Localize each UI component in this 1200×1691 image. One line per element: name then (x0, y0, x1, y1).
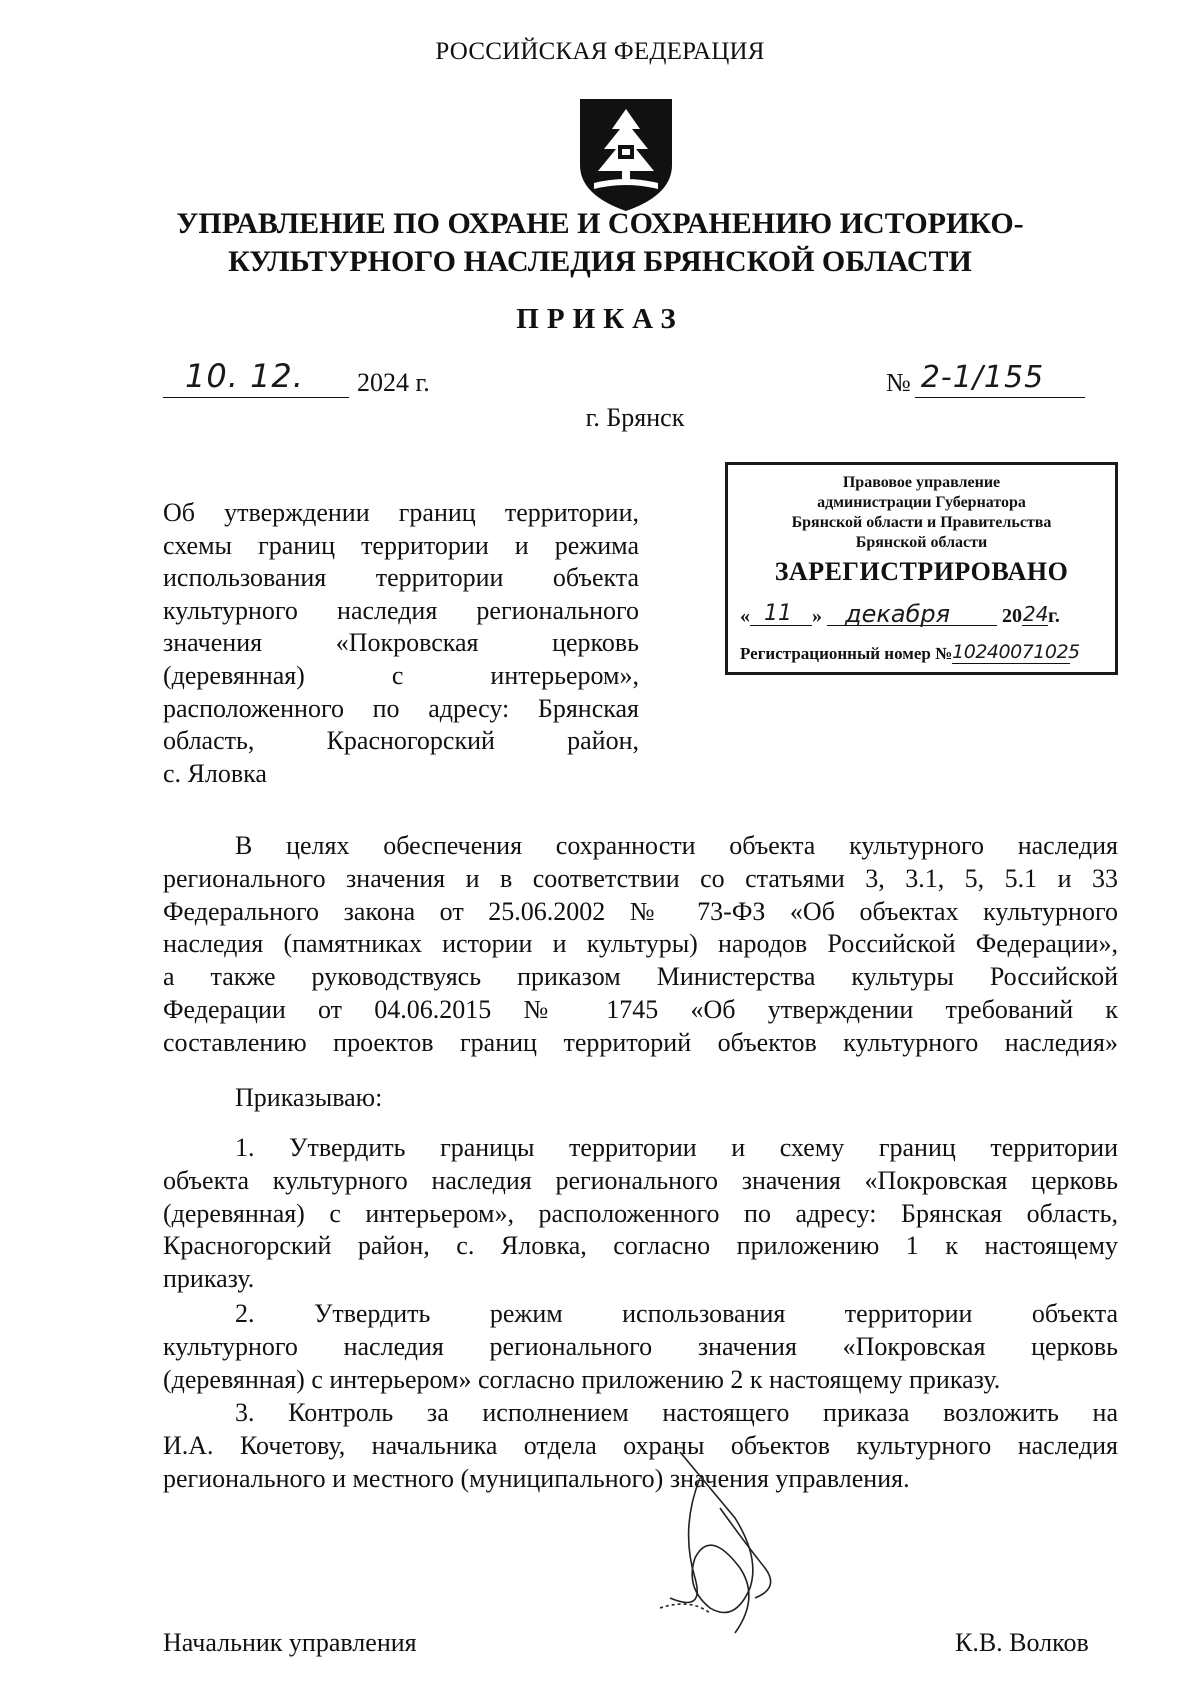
stamp-year-suffix: 24 (1023, 602, 1049, 626)
subject-line: с. Яловка (163, 758, 267, 788)
subject-line: расположенного по адресу: Брянская (163, 693, 639, 723)
country-title: РОССИЙСКАЯ ФЕДЕРАЦИЯ (435, 38, 765, 65)
preamble-line: Федерации от 04.06.2015 № 1745 «Об утверждении требований к (163, 994, 1118, 1024)
item-line: культурного наследия регионального значения «Покровская церковь (163, 1331, 1118, 1361)
item-line: 1. Утвердить границы территории и схему границ территории (235, 1133, 1118, 1162)
handwritten-number: 2-1/155 (920, 360, 1045, 395)
subject-line: область, Красногорский район, (163, 726, 639, 756)
stamp-title: ЗАРЕГИСТРИРОВАНО (774, 557, 1069, 586)
order-year: 2024 г. (357, 368, 430, 397)
stamp-year-prefix: 20 (1002, 605, 1022, 627)
preamble-line: В целях обеспечения сохранности объекта культурного наследия (235, 831, 1118, 860)
number-field (915, 360, 1085, 398)
document-type: ПРИКАЗ (516, 303, 684, 335)
subject-line: значения «Покровская церковь (163, 628, 639, 658)
org-line-1: УПРАВЛЕНИЕ ПО ОХРАНЕ И СОХРАНЕНИЮ ИСТОРИКО- (176, 207, 1024, 240)
stamp-year-end: г. (1048, 605, 1060, 627)
subject-line: (деревянная) с интерьером», (163, 660, 639, 690)
stamp-line-1: Правовое управление (842, 474, 1001, 491)
preamble-line: регионального значения и в соответствии со статьями 3, 3.1, 5, 5.1 и 33 (163, 863, 1118, 893)
order-item-2 (163, 1298, 1118, 1396)
subject-line: Об утверждении границ территории, (163, 498, 639, 527)
item-line: (деревянная) с интерьером», расположенного по адресу: Брянская область, (163, 1198, 1118, 1228)
order-word (163, 1082, 1118, 1115)
order-word-text: Приказываю: (235, 1083, 383, 1112)
stamp-line-3: Брянской области и Правительства (791, 514, 1052, 531)
item-line: приказу. (163, 1264, 255, 1294)
stamp-line-2: администрации Губернатора (817, 494, 1026, 511)
item-line: регионального и местного (муниципального) значения управления. (163, 1463, 910, 1493)
signature-icon (640, 1448, 790, 1638)
reg-number: 10240071025 (952, 641, 1080, 663)
org-line-2: КУЛЬТУРНОГО НАСЛЕДИЯ БРЯНСКОЙ ОБЛАСТИ (228, 245, 972, 278)
preamble-line: наследия (памятниках истории и культуры) народов Российской Федерации», (163, 929, 1118, 959)
number-prefix: № (886, 368, 911, 397)
city: г. Брянск (585, 403, 685, 432)
registration-stamp (725, 462, 1118, 675)
coat-of-arms-icon (576, 95, 676, 215)
order-item-1 (163, 1132, 1118, 1296)
stamp-month: декабря (845, 600, 951, 628)
item-line: (деревянная) с интерьером» согласно приложению 2 к настоящему приказу. (163, 1364, 1001, 1394)
date-field (163, 357, 349, 398)
item-line: Красногорский район, с. Яловка, согласно приложению 1 к настоящему (163, 1231, 1118, 1261)
item-line: объекта культурного наследия регионального значения «Покровская церковь (163, 1165, 1118, 1195)
preamble-line: Федерального закона от 25.06.2002 № 73-ФЗ «Об объектах культурного (163, 896, 1118, 926)
order-number (886, 360, 1085, 398)
item-line: И.А. Кочетову, начальника отдела охраны объектов культурного наследия (163, 1430, 1118, 1460)
organization-name (0, 205, 1200, 281)
order-date (163, 357, 430, 398)
handwritten-date: 10. 12. (185, 357, 304, 395)
stamp-line-4: Брянской области (855, 534, 988, 551)
stamp-day: 11 (764, 601, 792, 626)
stamp-registration (740, 641, 1080, 664)
subject-line: использования территории объекта (163, 563, 639, 593)
subject-line: культурного наследия регионального (163, 595, 639, 625)
subject-line: схемы границ территории и режима (163, 530, 639, 560)
preamble-line: а также руководствуясь приказом Министерства культуры Российской (163, 962, 1118, 992)
stamp-date: « 11 » декабря 20 24 г. (740, 600, 1060, 628)
preamble (163, 830, 1118, 1060)
reg-label: Регистрационный номер № (740, 644, 953, 663)
item-line: 3. Контроль за исполнением настоящего приказа возложить на (235, 1398, 1118, 1427)
signer-name: К.В. Волков (955, 1628, 1089, 1657)
item-line: 2. Утвердить режим использования территории объекта (235, 1299, 1118, 1328)
preamble-line: составлению проектов границ территорий объектов культурного наследия» (163, 1027, 1118, 1057)
order-subject (163, 497, 639, 790)
signer-position: Начальник управления (163, 1628, 417, 1657)
